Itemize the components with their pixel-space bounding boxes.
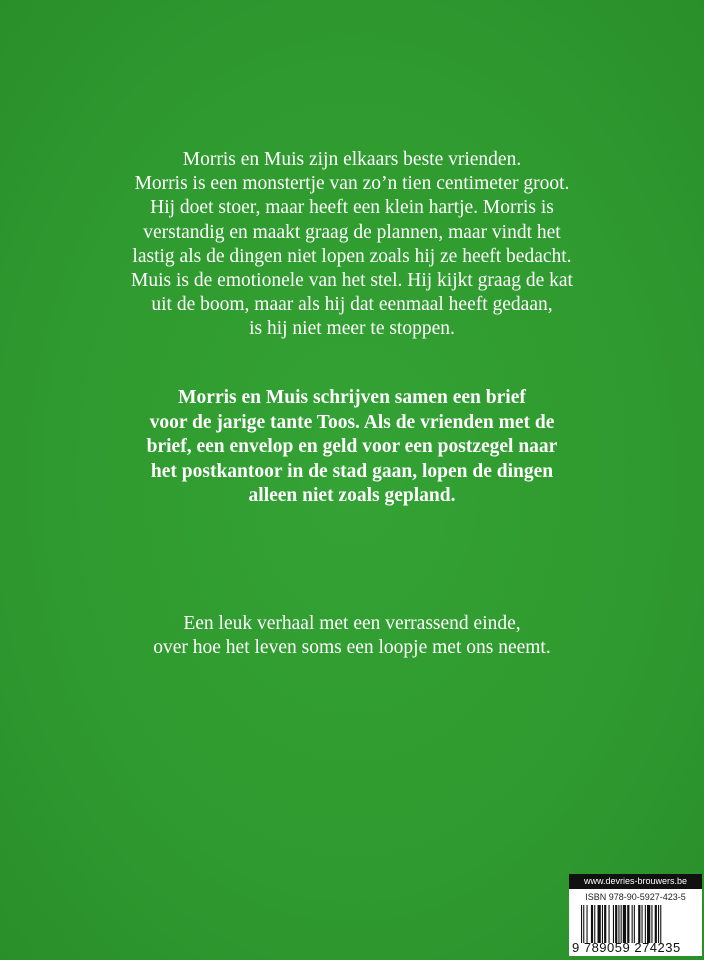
ean-number: 9 789059 274235 xyxy=(572,940,681,955)
text-line: uit de boom, maar als hij dat eenmaal heeft gedaan, xyxy=(151,294,553,316)
text-line: Morris is een monstertje van zo’n tien centimeter groot. xyxy=(134,173,570,195)
text-line: Een leuk verhaal met een verrassend einde, xyxy=(183,613,521,634)
intro-paragraph xyxy=(0,148,704,342)
text-line: alleen niet zoals gepland. xyxy=(248,485,456,507)
publisher-website: www.devries-brouwers.be xyxy=(569,874,702,889)
text-line: verstandig en maakt graag de plannen, maar vindt het xyxy=(143,221,561,243)
closing-paragraph xyxy=(0,612,704,660)
text-line: Muis is de emotionele van het stel. Hij kijkt graag de kat xyxy=(131,270,573,292)
text-line: lastig als de dingen niet lopen zoals hij ze heeft bedacht. xyxy=(132,245,572,267)
text-line: Morris en Muis zijn elkaars beste vrienden. xyxy=(182,149,522,170)
barcode-box xyxy=(569,889,702,956)
barcode-icon xyxy=(581,905,693,943)
text-line: is hij niet meer te stoppen. xyxy=(249,318,455,340)
text-line: Morris en Muis schrijven samen een brief xyxy=(178,387,526,408)
text-line: over hoe het leven soms een loopje met ons neemt. xyxy=(153,637,551,659)
text-line: Hij doet stoer, maar heeft een klein hartje. Morris is xyxy=(150,197,554,219)
text-line: voor de jarige tante Toos. Als de vrienden met de xyxy=(149,411,555,433)
summary-paragraph xyxy=(0,386,704,509)
text-line: het postkantoor in de stad gaan, lopen de dingen xyxy=(150,460,554,482)
text-line: brief, een envelop en geld voor een postzegel naar xyxy=(146,436,558,458)
isbn-label: ISBN 978-90-5927-423-5 xyxy=(585,892,686,902)
